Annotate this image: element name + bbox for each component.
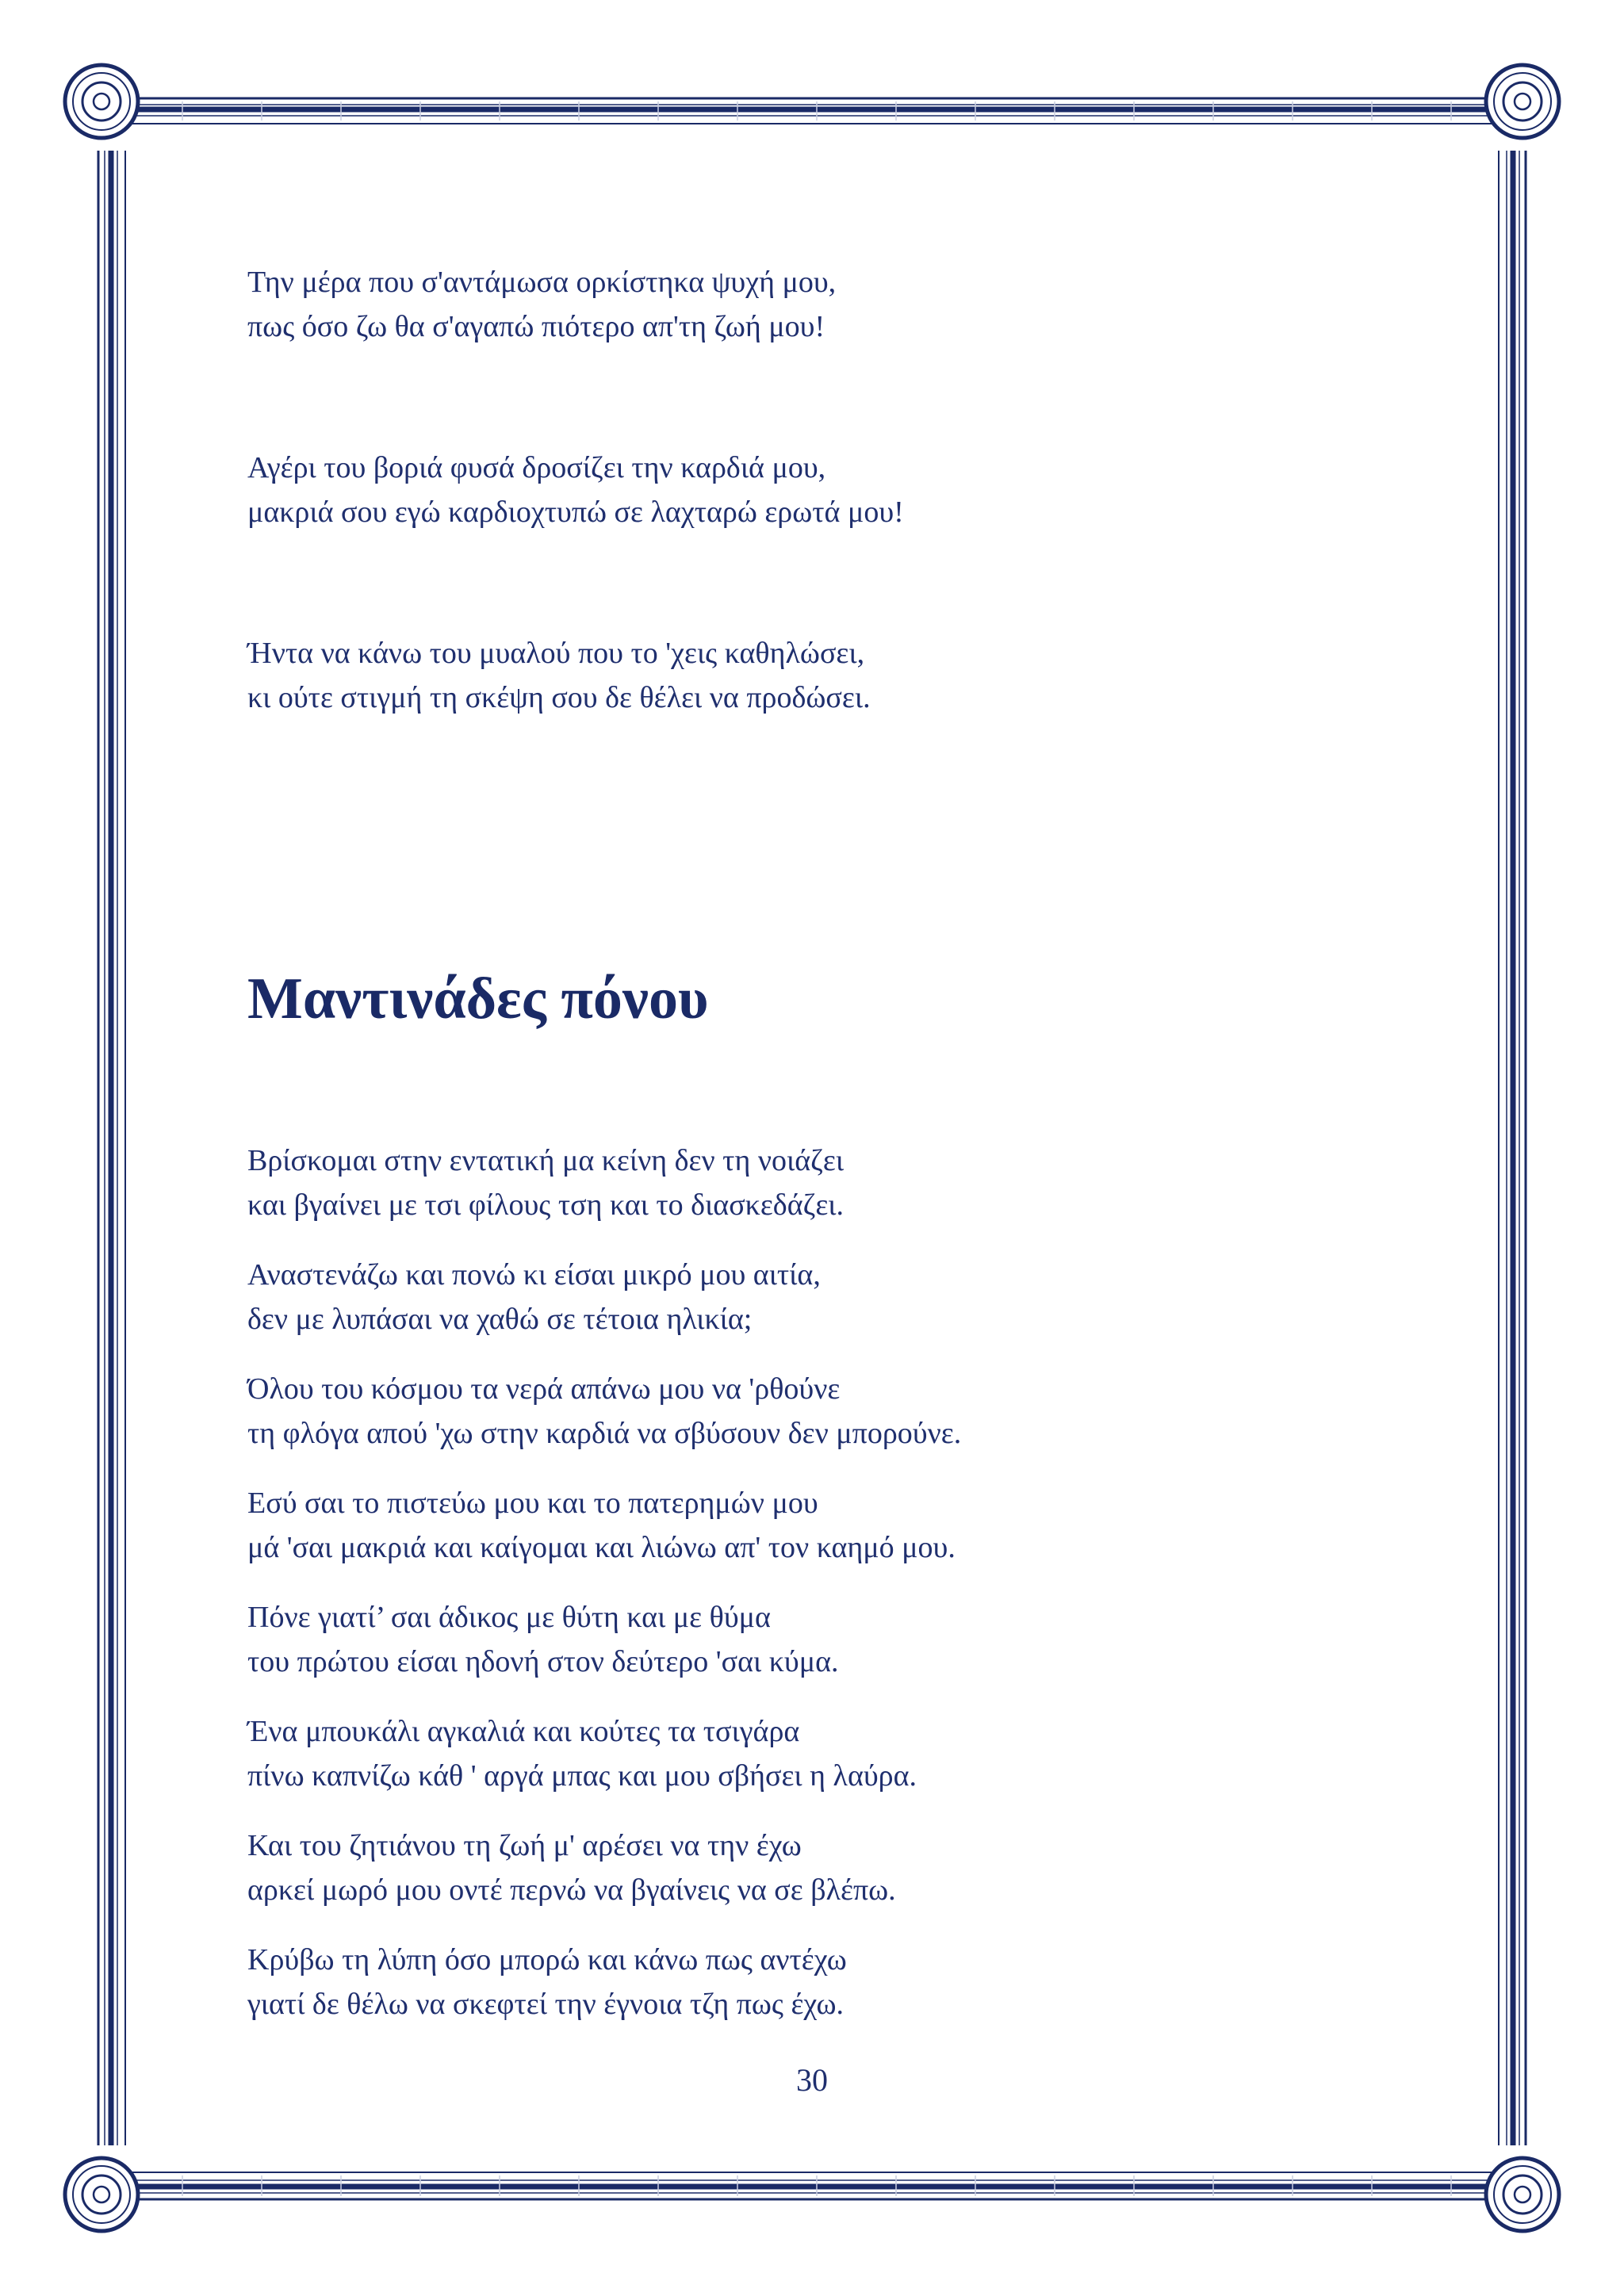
section-stanza-5 xyxy=(247,1595,838,1684)
section-stanza-4 xyxy=(247,1481,956,1570)
verse-line: Και του ζητιάνου τη ζωή μ' αρέσει να την έχω xyxy=(247,1829,802,1862)
verse-line: Την μέρα που σ'αντάμωσα ορκίστηκα ψυχή μου, xyxy=(247,266,837,299)
section-stanza-6 xyxy=(247,1709,917,1798)
section-stanza-2 xyxy=(247,1253,821,1341)
verse-line: γιατί δε θέλω να σκεφτεί την έγνοια τζη πως έχω. xyxy=(247,1988,844,2021)
section-stanza-3 xyxy=(247,1367,961,1456)
verse-line: Βρίσκομαι στην εντατική μα κείνη δεν τη νοιάζει xyxy=(247,1144,845,1177)
verse-line: μακριά σου εγώ καρδιοχτυπώ σε λαχταρώ ερωτά μου! xyxy=(247,496,904,529)
intro-stanza-2 xyxy=(247,446,904,534)
intro-stanza-1 xyxy=(247,260,836,349)
verse-line: Ένα μπουκάλι αγκαλιά και κούτες τα τσιγάρα xyxy=(247,1715,800,1748)
intro-stanza-3 xyxy=(247,631,871,720)
verse-line: πως όσο ζω θα σ'αγαπώ πιότερο απ'τη ζωή μου! xyxy=(247,310,825,343)
section-stanza-7 xyxy=(247,1823,896,1912)
verse-line: τη φλόγα απού 'χω στην καρδιά να σβύσουν δεν μπορούνε. xyxy=(247,1417,962,1450)
verse-line: Αναστενάζω και πονώ κι είσαι μικρό μου αιτία, xyxy=(247,1258,821,1292)
verse-line: πίνω καπνίζω κάθ ' αργά μπας και μου σβήσει η λαύρα. xyxy=(247,1759,917,1793)
page-number: 30 xyxy=(796,2062,828,2098)
verse-line: δεν με λυπάσαι να χαθώ σε τέτοια ηλικία; xyxy=(247,1303,753,1336)
verse-line: κι ούτε στιγμή τη σκέψη σου δε θέλει να προδώσει. xyxy=(247,681,871,714)
verse-line: Πόνε γιατί’ σαι άδικος με θύτη και με θύμα xyxy=(247,1601,771,1634)
verse-line: Κρύβω τη λύπη όσο μπορώ και κάνω πως αντέχω xyxy=(247,1943,847,1976)
verse-line: του πρώτου είσαι ηδονή στον δεύτερο 'σαι κύμα. xyxy=(247,1645,839,1678)
verse-line: αρκεί μωρό μου οντέ περνώ να βγαίνεις να σε βλέπω. xyxy=(247,1873,896,1907)
verse-line: Εσύ σαι το πιστεύω μου και το πατερημών μου xyxy=(247,1487,818,1520)
verse-line: Αγέρι του βοριά φυσά δροσίζει την καρδιά μου, xyxy=(247,451,826,484)
verse-line: μά 'σαι μακριά και καίγομαι και λιώνω απ' τον καημό μου. xyxy=(247,1531,956,1564)
section-stanza-8 xyxy=(247,1938,847,2026)
section-title: Μαντινάδες πόνου xyxy=(247,966,709,1031)
section-stanza-1 xyxy=(247,1138,844,1227)
verse-line: και βγαίνει με τσι φίλους τση και το διασκεδάζει. xyxy=(247,1188,845,1222)
verse-line: Ήντα να κάνω του μυαλού που το 'χεις καθηλώσει, xyxy=(247,637,865,670)
verse-line: Όλου του κόσμου τα νερά απάνω μου να 'ρθούνε xyxy=(247,1372,841,1406)
